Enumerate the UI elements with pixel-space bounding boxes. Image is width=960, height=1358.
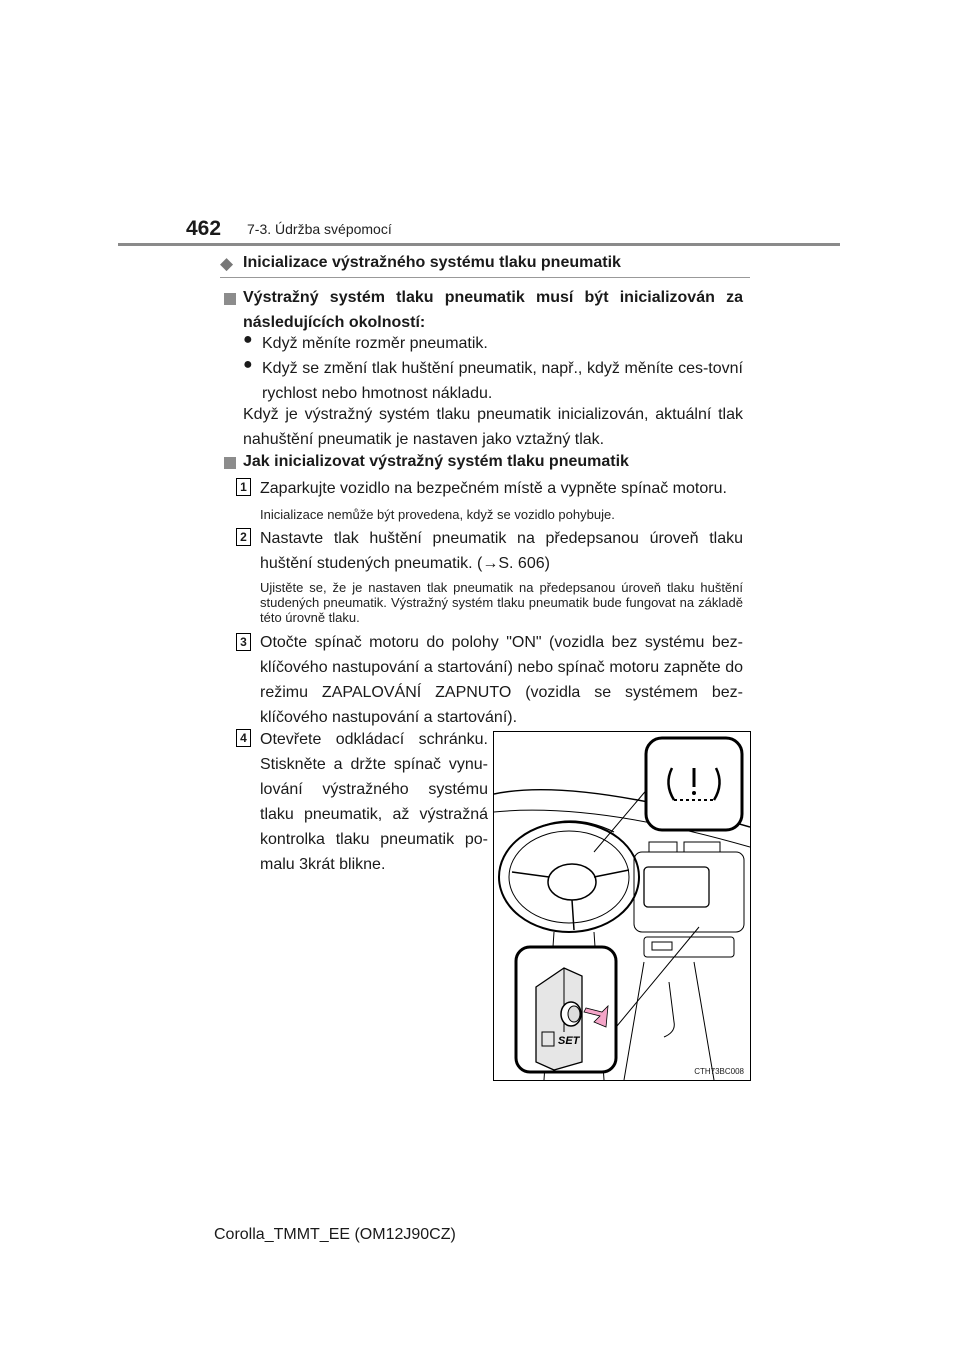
step-number: 4 [236, 729, 251, 747]
footer: Corolla_TMMT_EE (OM12J90CZ) [214, 1226, 456, 1243]
block1-bullet-2: Když se změní tlak huštění pneumatik, např., když měníte ces-tovní rychlost nebo hmotnost nákladu. [262, 360, 743, 402]
step-number: 1 [236, 478, 251, 496]
block1-bullet-1: Když měníte rozměr pneumatik. [262, 335, 488, 352]
illustration-code: CTH73BC008 [694, 1067, 744, 1076]
step-4-text: Otevřete odkládací schránku. Stiskněte a držte spínač vynu-lování výstražného systému tlaku pneumatik, až výstražná kontrolka tlaku pneumatik po-malu 3krát blikne. [260, 731, 488, 873]
bullet-icon: ● [243, 356, 253, 373]
heading-rule [220, 277, 750, 278]
bullet-icon: ● [243, 331, 253, 348]
block1-paragraph: Když je výstražný systém tlaku pneumatik inicializován, aktuální tlak nahuštění pneumatik je nastaven jako vztažný tlak. [243, 406, 743, 448]
step-1-text: Zaparkujte vozidlo na bezpečném místě a vypněte spínač motoru. [260, 480, 727, 497]
glovebox-switch-illustration [493, 731, 751, 1081]
set-label: SET [558, 1035, 580, 1047]
step-1-note: Inicializace nemůže být provedena, když se vozidlo pohybuje. [260, 507, 615, 522]
diamond-icon: ◆ [220, 254, 234, 273]
block2-title: Jak inicializovat výstražný systém tlaku pneumatik [243, 453, 629, 470]
square-bullet-icon [224, 293, 236, 305]
step-2-text: Nastavte tlak huštění pneumatik na předepsanou úroveň tlaku huštění studených pneumatik. (→S. 606) [260, 530, 743, 572]
page-number: 462 [186, 217, 222, 240]
block1-title: Výstražný systém tlaku pneumatik musí být inicializován za následujících okolností: [243, 289, 743, 331]
header-rule [118, 243, 840, 246]
heading: Inicializace výstražného systému tlaku pneumatik [243, 254, 621, 271]
dashboard-drawing [494, 732, 750, 1080]
step-number: 3 [236, 633, 251, 651]
square-bullet-icon [224, 457, 236, 469]
step-2-note: Ujistěte se, že je nastaven tlak pneumatik na předepsanou úroveň tlaku huštění studených pneumatik. Výstražný systém tlaku pneumatik bude fungovat na základě této úrovně tlaku. [260, 580, 743, 625]
step-number: 2 [236, 528, 251, 546]
section-title: 7-3. Údržba svépomocí [247, 221, 392, 237]
step-3-text: Otočte spínač motoru do polohy "ON" (vozidla bez systému bez-klíčového nastupování a startování) nebo spínač motoru zapněte do režimu ZAPALOVÁNÍ ZAPNUTO (vozidla se systémem bez-klíčového nastupování a startování). [260, 634, 743, 726]
